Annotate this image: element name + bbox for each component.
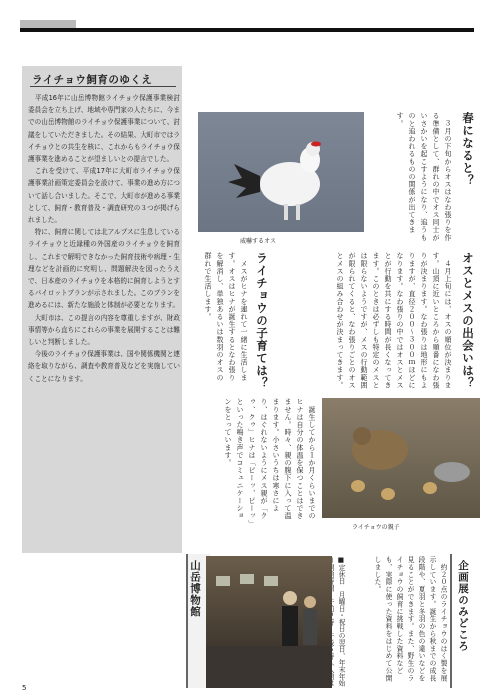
- exhibition-heading: 企画展のみどころ: [457, 560, 469, 652]
- chicks-body-2: 誕生してから１か月くらいまでのヒナは自分の体温を保つことはできません。時々、親の腹下に入って温まります。小さいうちは寒さにより、はぐれないようにメス親が「クゥ、クゥ」ヒナは「ピーッ、ピーッ」といった鳴き声でコミュニケーションをとっています。: [224, 398, 316, 524]
- spring-heading: 春になると？: [461, 112, 475, 187]
- sidebar-title-rule: [30, 86, 176, 87]
- page-number: 5: [22, 684, 27, 692]
- chicks-body: メスがヒナを連れて一緒に生活します。オスはヒナが誕生するとなわ張りを解消し、単独あるいは数羽のオスの群れで生活します。: [204, 252, 248, 382]
- ptarmigan-male-photo: [198, 112, 364, 232]
- museum-heading: 山岳博物館: [189, 560, 201, 618]
- photo2-caption: ライチョウの親子: [352, 524, 400, 531]
- visitors-illustration: [206, 556, 332, 688]
- ptarmigan-illustration: [198, 112, 364, 232]
- spring-body: ３月の下旬からオスはなわ張りを作る準備として、群れの中でオス同士がいさかいを起こすようになり、追うものと追われるものの関係が出てきます。: [396, 112, 452, 242]
- ptarmigan-family-illustration: [322, 398, 480, 518]
- meeting-body: ４月上旬には、オスの順位が決まります。山頂に近いところから順番になわ張りが決まります。なわ張りは地形にもよりますが、直径２００〜３００ｍほどになります。なわ張りの中ではオスとメスとが行動を共にする時間が長くなってきます。このときは必ずしも特定のメスとは限らないようですが、メスの行動範囲が限られてくると、なわ張りごとのオスとメスの組み合わせが決まってきます。: [336, 252, 452, 389]
- ptarmigan-family-photo: [322, 398, 480, 518]
- exhibition-body: 約２０点のライチョウのはく製を展示しています。誕生から秋までの成長段階や、夏羽と冬羽の色の違いなどを見ることができます。また、野生のライチョウの飼育に挑戦した資料なども、実際に使った資料をはじめて公開しました。: [373, 556, 447, 682]
- top-rule: [20, 28, 474, 32]
- sidebar-title: ライチョウ飼育のゆくえ: [32, 74, 153, 86]
- chicks-heading: ライチョウの子育ては？: [255, 252, 269, 390]
- photo1-caption: 威嚇するオス: [240, 238, 276, 245]
- meeting-heading: オスとメスの出会いは？: [461, 252, 475, 390]
- museum-info-line: ■定休日 月曜日・祝日の翌日、年末年始: [337, 556, 345, 687]
- exhibition-photo: [206, 556, 332, 688]
- sidebar-body: 平成16年に山岳博物館ライチョウ保護事業検討委員会を立ち上げ、地域や専門家の人たちに、今までの山岳博物館のライチョウ保護事業について、討議をしていただきました。その結果、大町市ではライチョウとの共生を核に、これからもライチョウ保護事業を進めることが望ましいとの提言でした。 これを受けて、平成17年に大町市ライチョウ保護事業計画策定委員会を設けて、事業の進め方について話し合いました。そこで、大町市が進める事業として、飼育・教育普及・調査研究の３つが掲げられました。 特に、飼育に関しては北アルプスに生息しているライチョウと近縁種の外国産のライチョウを飼育し、これまで解明できなかった飼育技術や病理・生理などを計画的に究明し、問題解決を図ったうえで、日本産のライチョウを本格的に飼育しようとするパイロットプランが示されました。このプランを進めるには、新たな施設と体制が必要となります。 大町市は、この提言の内容を尊重しますが、財政事情等から直ちにこれらの事業を展開することは難しいと判断しました。 今後のライチョウ保護事業は、国や関係機関と連絡を取りながら、調査や教育普及などを実施していくことになります。: [28, 94, 180, 383]
